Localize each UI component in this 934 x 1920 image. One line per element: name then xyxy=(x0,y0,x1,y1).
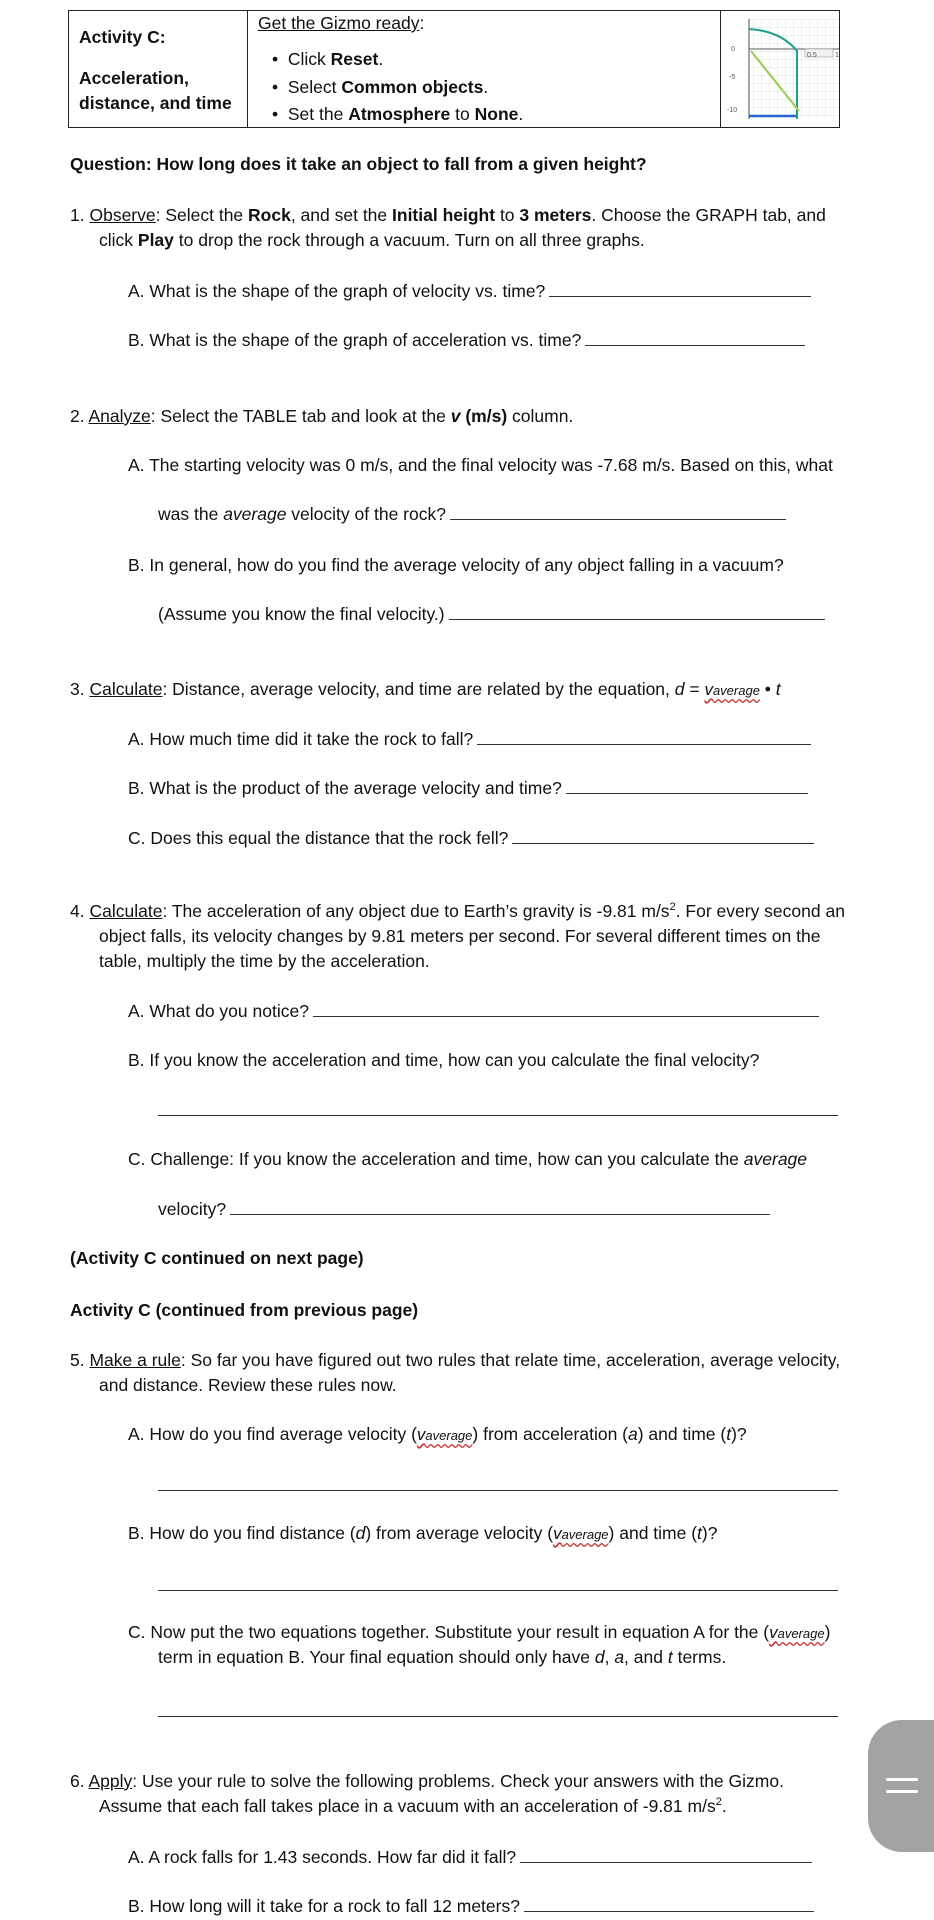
gizmo-ready-title: Get the Gizmo ready: xyxy=(258,13,425,33)
answer-blank[interactable] xyxy=(585,344,805,346)
continued-next-note: (Activity C continued on next page) xyxy=(70,1248,364,1268)
q2-b-line2: (Assume you know the final velocity.) xyxy=(158,604,825,625)
topic-line1: Acceleration, xyxy=(79,68,189,88)
q6-line2: Assume that each fall takes place in a vacuum with an acceleration of -9.81 $m/s^2$. xyxy=(99,1796,727,1816)
answer-blank[interactable] xyxy=(158,1115,838,1116)
q2-line1: 2. Analyze: Select the TABLE tab and look at the v (m/s) column. xyxy=(70,406,574,426)
q3-line1: 3. Calculate: Distance, average velocity, and time are related by the equation, d = vaverage • t xyxy=(70,679,781,699)
q5-line1: 5. Make a rule: So far you have figured out two rules that relate time, acceleration, average velocity, xyxy=(70,1350,841,1370)
answer-blank[interactable] xyxy=(566,792,808,794)
activity-header-table xyxy=(68,10,840,128)
q1-a: A. What is the shape of the graph of velocity vs. time? xyxy=(128,281,811,302)
graph-xtick-0: 0.5 xyxy=(807,52,817,59)
q1-line2: click Play to drop the rock through a vacuum. Turn on all three graphs. xyxy=(99,230,645,250)
activity-title-cell xyxy=(69,11,248,127)
q1-b: B. What is the shape of the graph of acceleration vs. time? xyxy=(128,330,805,351)
q2-b-line1: B. In general, how do you find the average velocity of any object falling in a vacuum? xyxy=(128,555,784,575)
q6-b: B. How long will it take for a rock to fall 12 meters? xyxy=(128,1896,814,1917)
activity-label: Activity C: xyxy=(79,27,166,47)
q6-line1: 6. Apply: Use your rule to solve the following problems. Check your answers with the Gizmo. xyxy=(70,1771,784,1791)
q5-c-line1: C. Now put the two equations together. Substitute your result in equation A for the (vaverage) xyxy=(128,1622,831,1642)
graph-ytick-1: -5 xyxy=(729,74,736,81)
ready-step-atmosphere: • Set the Atmosphere to None. xyxy=(272,104,524,124)
continued-prev-heading: Activity C (continued from previous page) xyxy=(70,1300,419,1320)
q3-b: B. What is the product of the average velocity and time? xyxy=(128,778,808,799)
q5-b: B. How do you find distance (d) from average velocity (vaverage) and time (t)? xyxy=(128,1523,718,1543)
answer-blank[interactable] xyxy=(477,743,811,745)
q5-line2: and distance. Review these rules now. xyxy=(99,1375,397,1395)
answer-blank[interactable] xyxy=(158,1490,838,1491)
side-drag-handle[interactable] xyxy=(868,1720,934,1852)
q2-a-line1: A. The starting velocity was 0 m/s, and the final velocity was -7.68 m/s. Based on this, what xyxy=(128,455,833,475)
answer-blank[interactable] xyxy=(512,842,814,844)
q3-c: C. Does this equal the distance that the rock fell? xyxy=(128,828,814,849)
q4-c-line2: velocity? xyxy=(158,1199,770,1220)
ready-step-objects: • Select Common objects. xyxy=(272,77,489,97)
answer-blank[interactable] xyxy=(313,1015,819,1017)
q1-line1: 1. Observe: Select the Rock, and set the Initial height to 3 meters. Choose the GRAPH tab, and xyxy=(70,205,826,225)
q2-a-line2: was the average velocity of the rock? xyxy=(158,504,786,525)
q4-c-line1: C. Challenge: If you know the acceleration and time, how can you calculate the average xyxy=(128,1149,808,1169)
answer-blank[interactable] xyxy=(450,518,786,520)
q5-c-line2: term in equation B. Your final equation should only have d, a, and t terms. xyxy=(158,1647,727,1667)
answer-blank[interactable] xyxy=(520,1861,812,1863)
gizmo-graph-cell xyxy=(721,11,839,127)
graph-ytick-0: 0 xyxy=(731,46,735,53)
gizmo-ready-cell xyxy=(248,11,721,127)
q4-line1: 4. Calculate: The acceleration of any object due to Earth’s gravity is -9.81 $m/s^2$. For every second an xyxy=(70,901,845,921)
q4-b: B. If you know the acceleration and time, how can you calculate the final velocity? xyxy=(128,1050,760,1070)
q4-line3: table, multiply the time by the acceleration. xyxy=(99,951,430,971)
ready-step-reset: • Click Reset. xyxy=(272,49,384,69)
answer-blank[interactable] xyxy=(158,1716,838,1717)
main-question: Question: How long does it take an object to fall from a given height? xyxy=(70,154,647,174)
graph-xtick-1: 1 xyxy=(835,52,839,59)
answer-blank[interactable] xyxy=(524,1910,814,1912)
q4-a: A. What do you notice? xyxy=(128,1001,819,1022)
q5-a: A. How do you find average velocity (vaverage) from acceleration (a) and time (t)? xyxy=(128,1424,747,1444)
answer-blank[interactable] xyxy=(549,295,811,297)
q3-a: A. How much time did it take the rock to fall? xyxy=(128,729,811,750)
answer-blank[interactable] xyxy=(230,1213,770,1215)
q4-line2: object falls, its velocity changes by 9.81 meters per second. For several different times on the xyxy=(99,926,821,946)
answer-blank[interactable] xyxy=(158,1590,838,1591)
topic-line2: distance, and time xyxy=(79,93,232,113)
answer-blank[interactable] xyxy=(449,618,825,620)
q6-a: A. A rock falls for 1.43 seconds. How far did it fall? xyxy=(128,1847,812,1868)
gizmo-mini-graph xyxy=(721,11,839,127)
graph-ytick-2: -10 xyxy=(727,107,738,114)
